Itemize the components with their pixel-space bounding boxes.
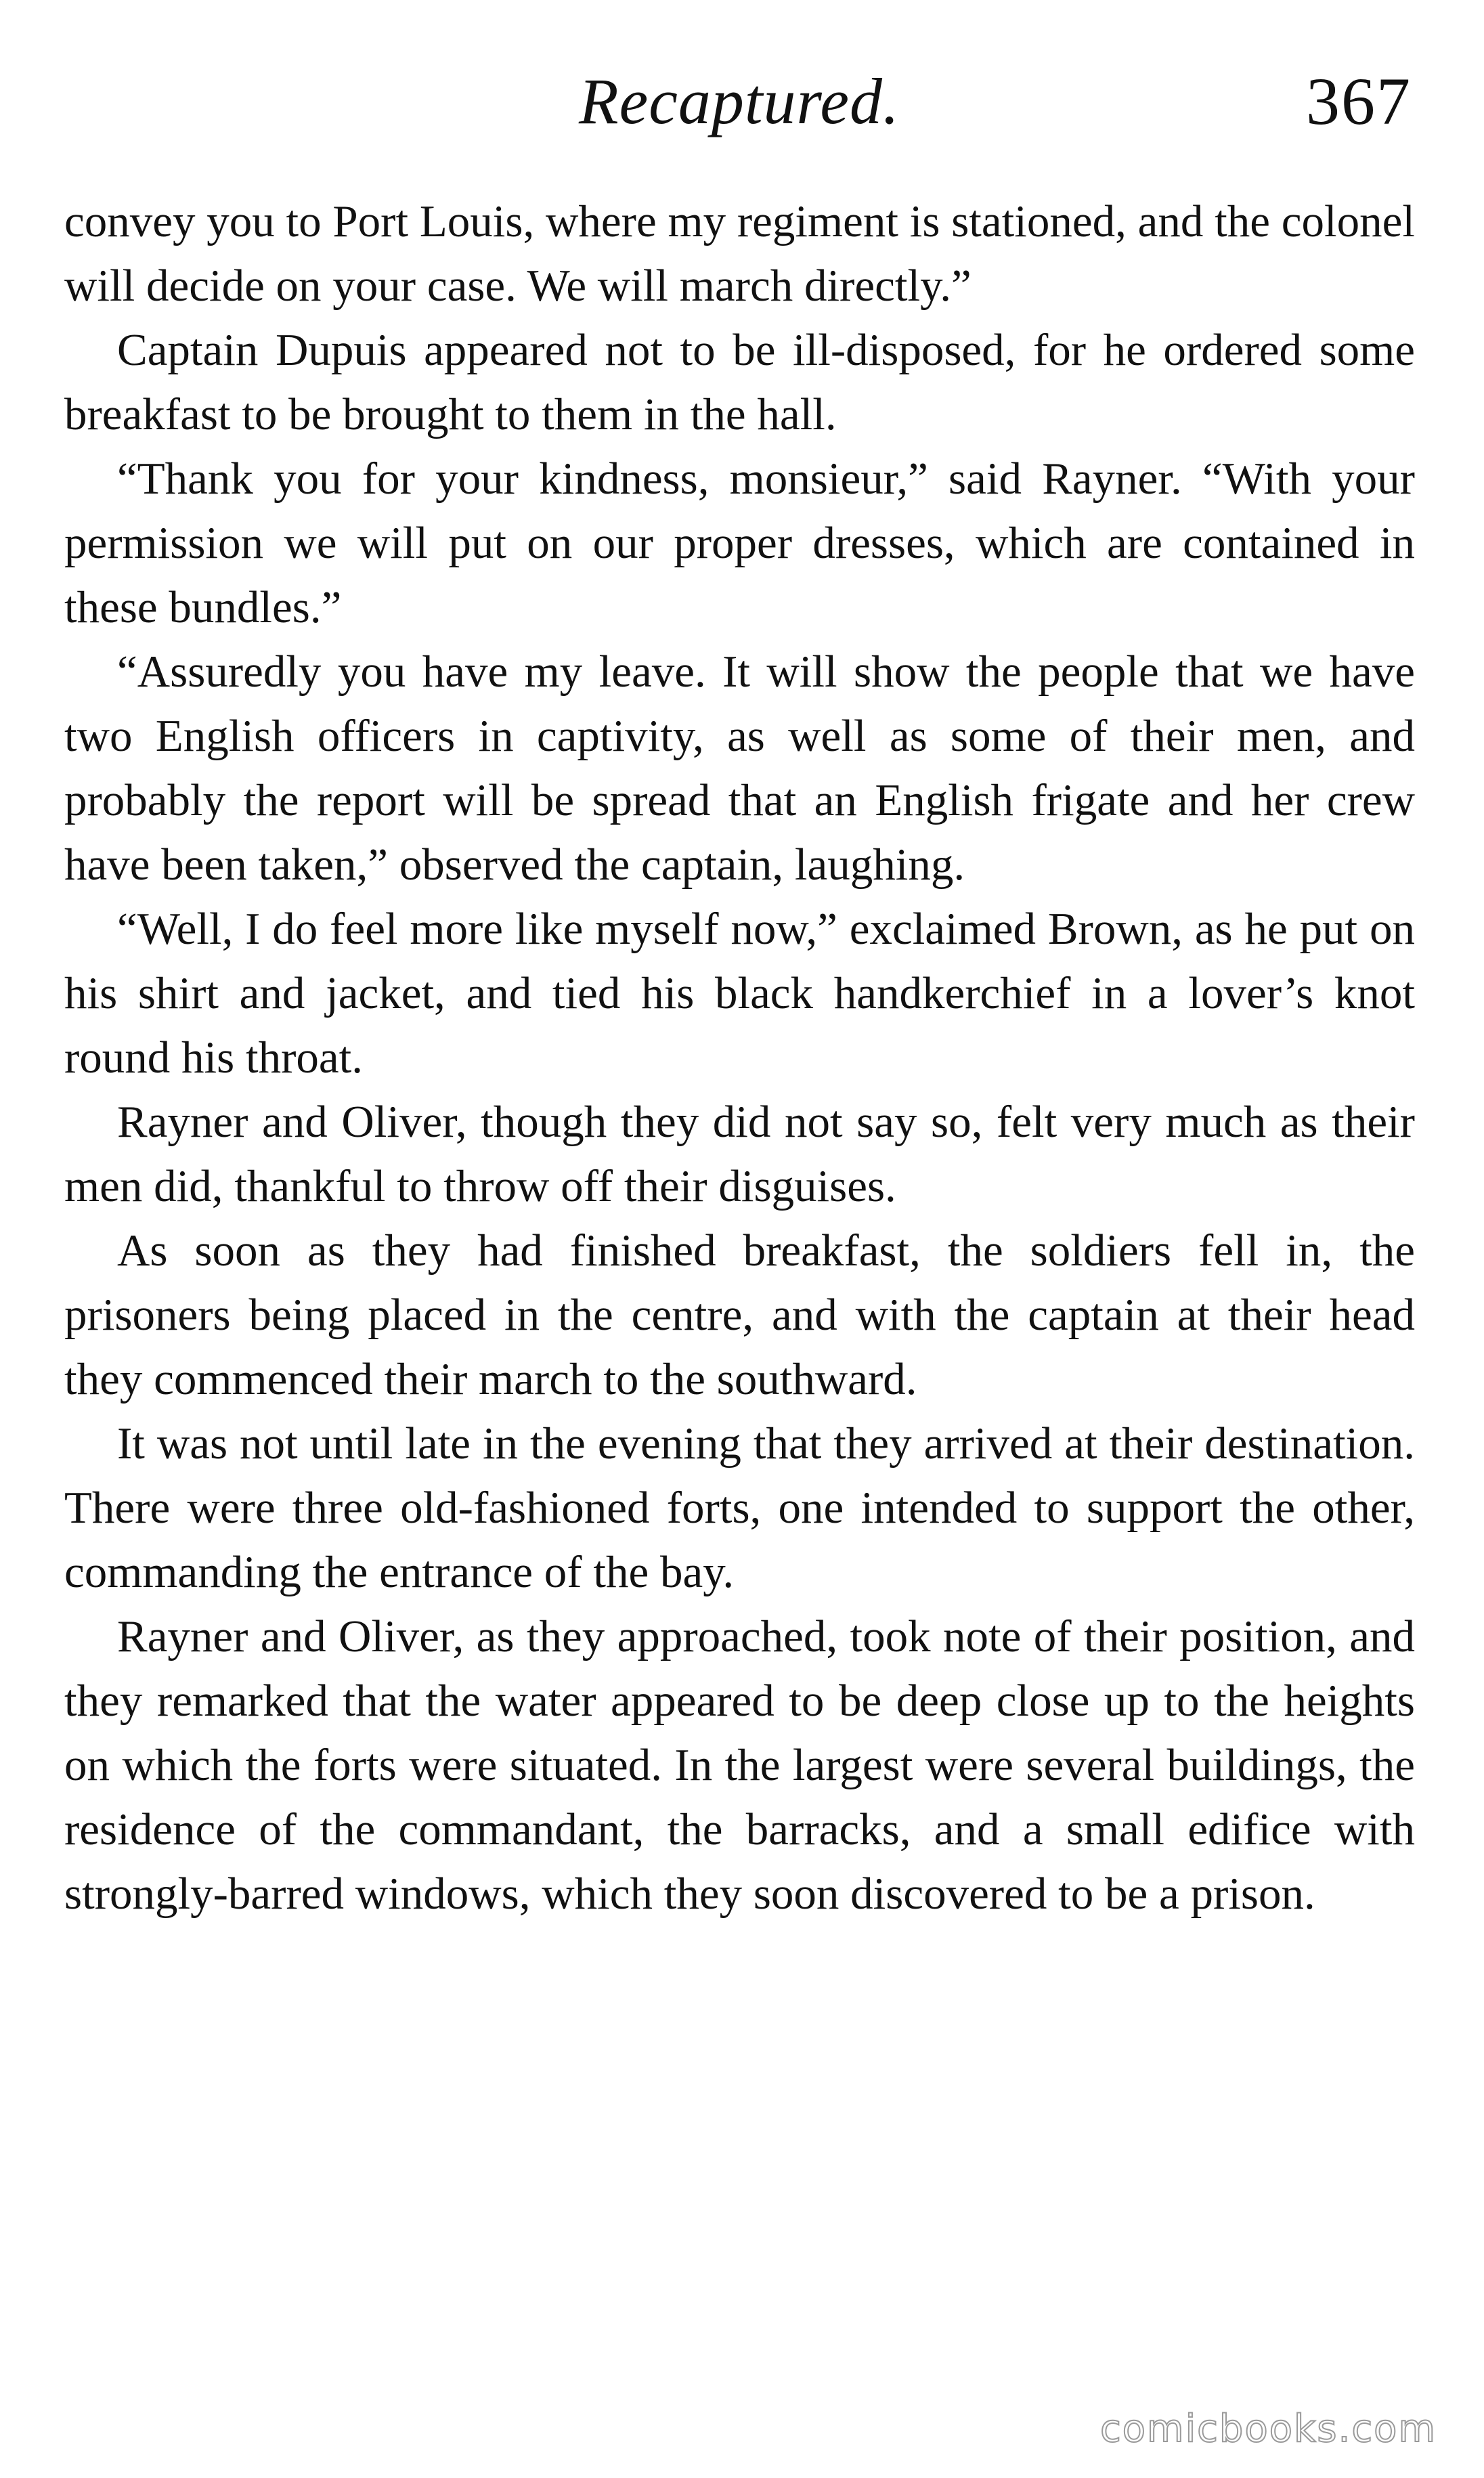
running-head [64, 61, 1412, 142]
paragraph-continued: convey you to Port Louis, where my regiment is stationed, and the colonel will decide on your case. We will march directly.” [64, 196, 1415, 311]
paragraph: Rayner and Oliver, though they did not say so, felt very much as their men did, thankful to throw off their disguises. [64, 1097, 1415, 1211]
paragraph: “Thank you for your kindness, monsieur,” said Rayner. “With your permission we will put on our proper dresses, which are contained in these bundles.” [64, 454, 1415, 632]
watermark: comicbooks.com [1099, 2407, 1437, 2451]
body-text [64, 190, 1415, 1926]
paragraph: Captain Dupuis appeared not to be ill-disposed, for he ordered some breakfast to be brought to them in the hall. [64, 325, 1415, 439]
paragraph: “Assuredly you have my leave. It will show the people that we have two English officers in captivity, as well as some of their men, and probably the report will be spread that an English frigate and her crew have been taken,” observed the captain, laughing. [64, 647, 1415, 890]
paragraph: Rayner and Oliver, as they approached, took note of their position, and they remarked that the water appeared to be deep close up to the heights on which the forts were situated. In the largest were several buildings, the residence of the commandant, the barracks, and a small edifice with strongly-barred windows, which they soon discovered to be a prison. [64, 1611, 1415, 1919]
page-number: 367 [1306, 64, 1412, 139]
running-title: Recaptured. [579, 65, 900, 137]
paragraph: “Well, I do feel more like myself now,” exclaimed Brown, as he put on his shirt and jacket, and tied his black handkerchief in a lover’s knot round his throat. [64, 904, 1415, 1083]
paragraph: As soon as they had finished breakfast, the soldiers fell in, the prisoners being placed in the centre, and with the captain at their head they commenced their march to the southward. [64, 1225, 1415, 1404]
paragraph: It was not until late in the evening that they arrived at their destination. There were three old-fashioned forts, one intended to support the other, commanding the entrance of the bay. [64, 1418, 1415, 1597]
